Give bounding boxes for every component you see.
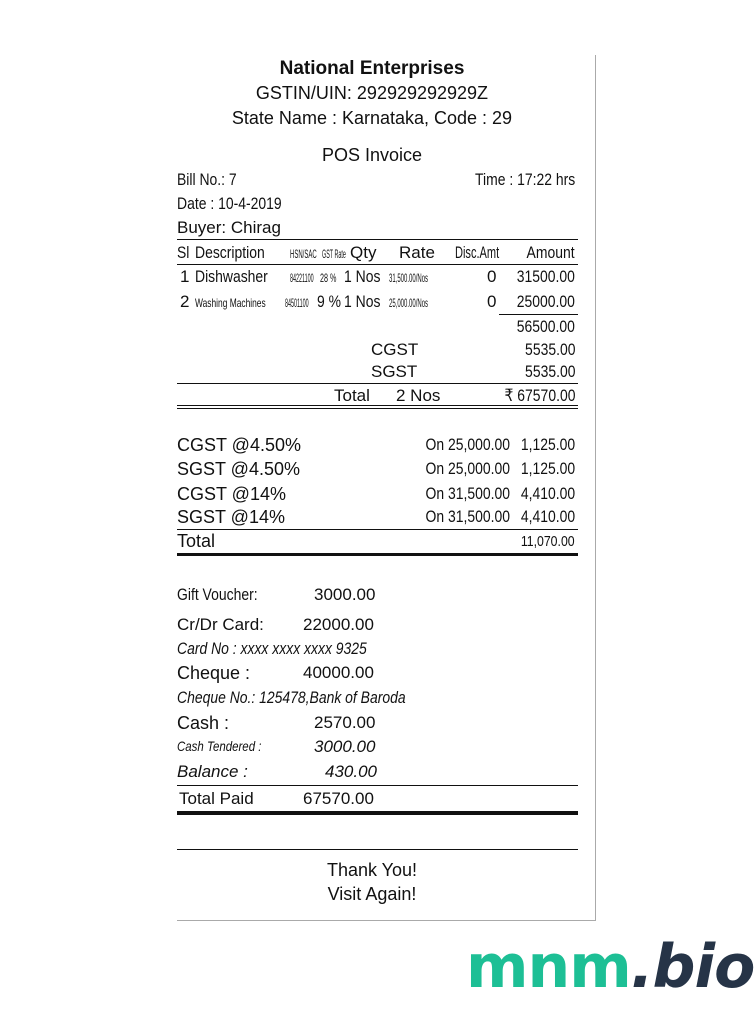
col-sl: Sl [177,243,190,262]
grand-total: ₹ 67570.00 [504,386,575,405]
thank-you: Thank You! [326,860,418,880]
tendered-label: Cash Tendered : [177,738,262,754]
tax-on: On 31,500.00 [425,484,510,503]
item-amount: 31500.00 [516,267,575,286]
item-rate: 31,500.00/Nos [389,271,429,285]
item-disc: 0 [487,267,497,286]
gift-amount: 3000.00 [314,585,376,604]
item-gst: 9 % [317,292,342,311]
tax-amount: 4,410.00 [520,507,575,526]
cgst-amount: 5535.00 [524,340,575,359]
tax-amount: 1,125.00 [520,459,575,478]
card-label: Cr/Dr Card: [177,615,264,634]
tax-on: On 25,000.00 [425,459,510,478]
cash-amount: 2570.00 [314,713,376,732]
state: State Name : Karnataka, Code : 29 [231,108,513,128]
total-paid-amount: 67570.00 [303,789,374,808]
total-qty: 2 Nos [396,386,441,405]
col-amount: Amount [526,243,575,262]
card-amount: 22000.00 [303,615,374,634]
cheque-label: Cheque : [177,663,251,683]
item-hsn: 84501100 [285,296,309,310]
tax-on: On 31,500.00 [425,507,510,526]
item-amount: 25000.00 [516,292,575,311]
tax-label: SGST @4.50% [177,459,300,479]
balance-amount: 430.00 [325,762,377,781]
tax-on: On 25,000.00 [425,435,510,454]
visit-again: Visit Again! [327,884,417,904]
col-hsn: HSN/SAC [290,247,317,261]
time: Time : 17:22 hrs [474,170,575,189]
sgst-amount: 5535.00 [524,362,575,381]
tax-amount: 4,410.00 [520,484,575,503]
gift-label: Gift Voucher: [177,585,258,604]
tax-amount: 1,125.00 [520,435,575,454]
item-qty: 1 Nos [344,292,381,311]
date: Date : 10-4-2019 [177,194,282,213]
item-qty: 1 Nos [344,267,381,286]
tax-label: CGST @14% [177,484,286,504]
col-desc: Description [195,243,265,262]
cheque-amount: 40000.00 [303,663,374,682]
tendered-amount: 3000.00 [314,737,376,756]
col-qty: Qty [350,243,377,262]
tax-label: CGST @4.50% [177,435,301,455]
item-gst: 28 % [320,271,337,285]
buyer: Buyer: Chirag [177,218,281,237]
cheque-no: Cheque No.: 125478,Bank of Baroda [177,688,406,707]
item-desc: Washing Machines [195,296,266,310]
item-sl: 1 [180,267,190,286]
total-paid-label: Total Paid [179,789,254,808]
col-gst: GST Rate [322,247,346,261]
bill-no: Bill No.: 7 [177,170,237,189]
subtotal: 56500.00 [516,317,575,336]
balance-label: Balance : [177,762,248,781]
sgst-label: SGST [371,362,418,381]
receipt [177,55,596,921]
tax-total-label: Total [177,531,216,551]
tax-total-amount: 11,070.00 [521,533,575,550]
invoice-title: POS Invoice [321,145,423,165]
card-no: Card No : xxxx xxxx xxxx 9325 [177,639,367,658]
item-desc: Dishwasher [195,267,268,286]
item-sl: 2 [180,292,190,311]
cash-label: Cash : [177,713,230,733]
tax-label: SGST @14% [177,507,285,527]
logo-part-mnm: mnm [466,932,631,1002]
company-name: National Enterprises [279,58,465,79]
col-disc: Disc.Amt [455,243,500,262]
col-rate: Rate [399,243,435,262]
gstin: GSTIN/UIN: 292929292929Z [255,83,489,103]
total-label: Total [334,386,370,405]
mnm-bio-logo [466,932,754,1002]
cgst-label: CGST [371,340,419,359]
logo-part-bio: .bio [630,932,754,1002]
item-disc: 0 [487,292,497,311]
item-rate: 25,000.00/Nos [389,296,429,310]
item-hsn: 84221100 [290,271,314,285]
